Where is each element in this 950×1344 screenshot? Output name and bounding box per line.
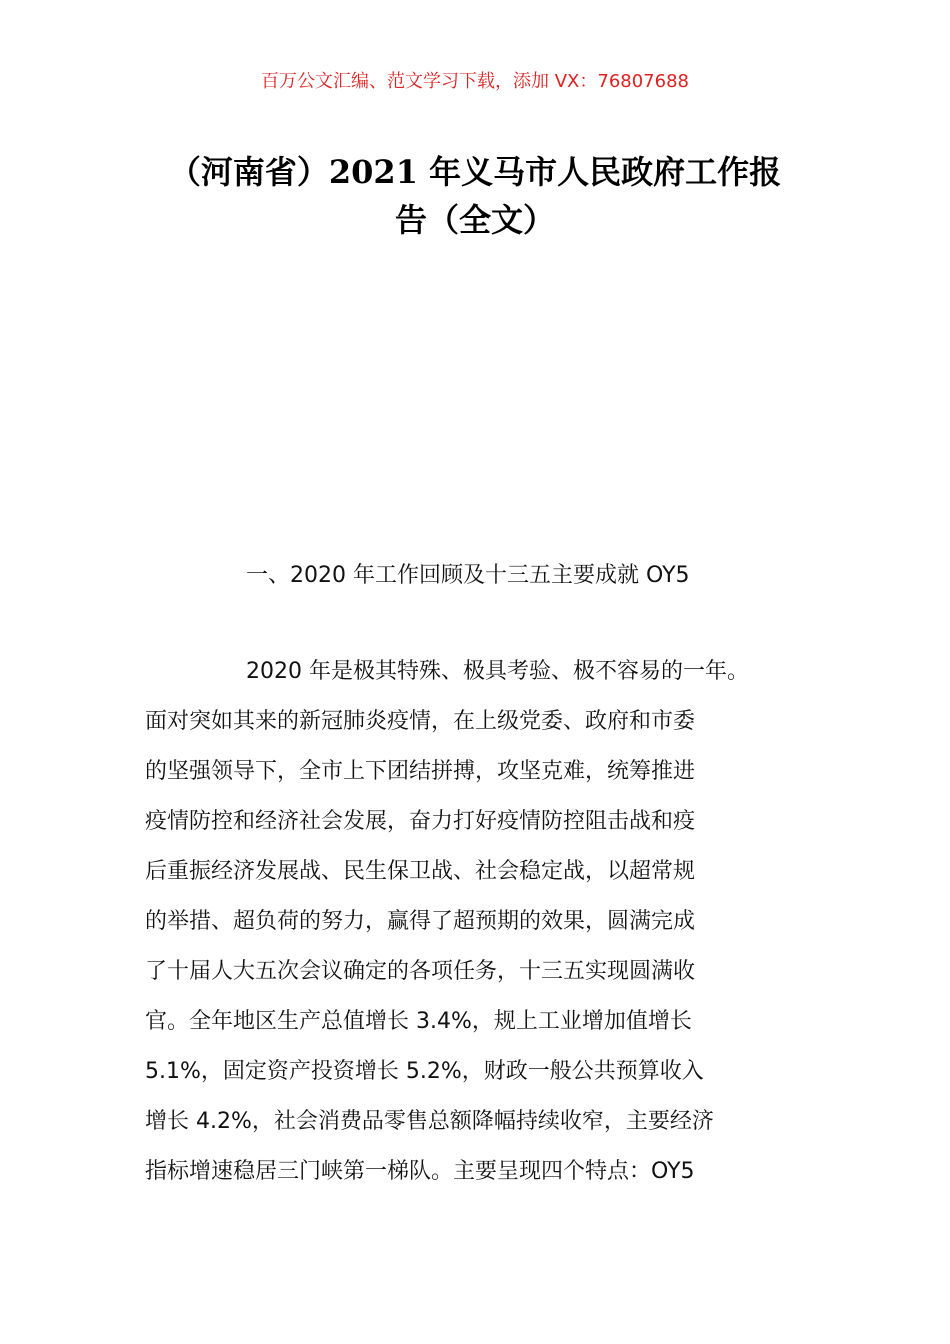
paragraph-line: 疫情防控和经济社会发展，奋力打好疫情防控阻击战和疫 [145,809,696,834]
title-line-2: 告（全文） [394,201,555,239]
paragraph-line: 的坚强领导下，全市上下团结拼搏，攻坚克难，统筹推进 [145,759,696,784]
title-line-1: （河南省）2021 年义马市人民政府工作报 [168,153,782,191]
paragraph-line: 2020 年是极其特殊、极具考验、极不容易的一年。 [246,659,749,684]
document-title [130,148,820,244]
paragraph-line: 指标增速稳居三门峡第一梯队。主要呈现四个特点：OY5 [145,1159,695,1184]
paragraph-line: 官。全年地区生产总值增长 3.4%，规上工业增加值增长 [145,1009,692,1034]
paragraph-line: 面对突如其来的新冠肺炎疫情，在上级党委、政府和市委 [145,709,696,734]
paragraph-line: 了十届人大五次会议确定的各项任务，十三五实现圆满收 [145,959,696,984]
paragraph-line: 的举措、超负荷的努力，赢得了超预期的效果，圆满完成 [145,909,696,934]
section-heading: 一、2020 年工作回顾及十三五主要成就 OY5 [246,563,690,588]
paragraph-line: 5.1%，固定资产投资增长 5.2%，财政一般公共预算收入 [145,1059,704,1084]
paragraph-line: 增长 4.2%，社会消费品零售总额降幅持续收窄，主要经济 [145,1109,714,1134]
watermark-banner: 百万公文汇编、范文学习下载，添加 VX：76807688 [261,71,689,92]
paragraph-line: 后重振经济发展战、民生保卫战、社会稳定战，以超常规 [145,859,696,884]
